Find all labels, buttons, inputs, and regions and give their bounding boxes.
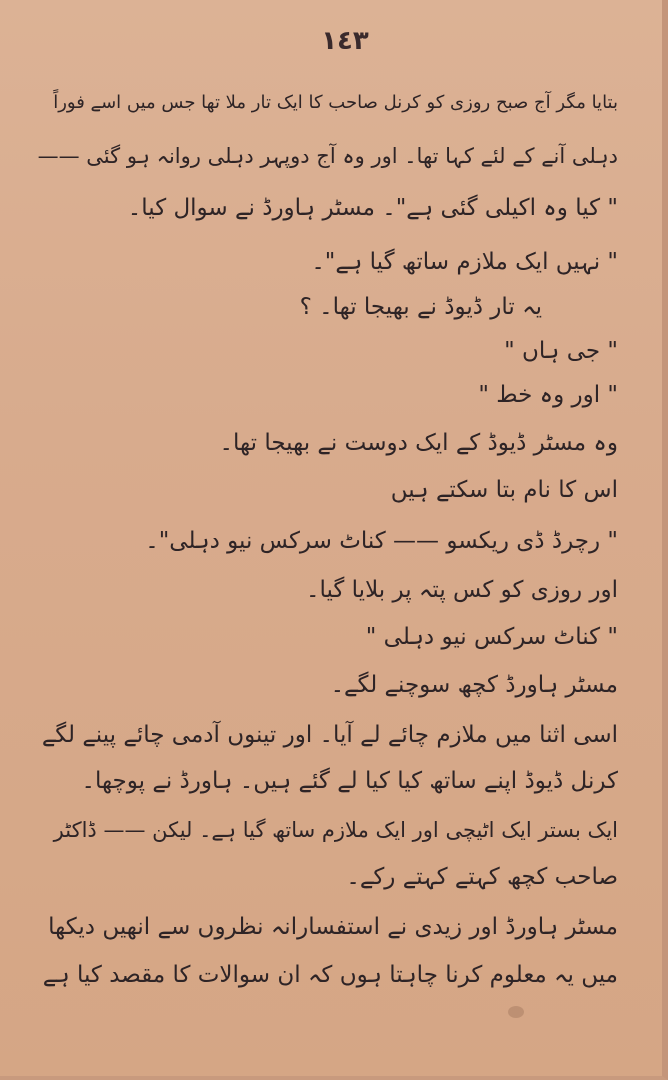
text-line-14: اسی اثنا میں ملازم چائے لے آیا۔ اور تینوں آدمی چائے پینے لگے: [41, 722, 618, 748]
text-line-1: بتایا مگر آج صبح روزی کو کرنل صاحب کا ایک تار ملا تھا جس میں اسے فوراً: [53, 92, 618, 113]
text-line-8: وہ مسٹر ڈیوڈ کے ایک دوست نے بھیجا تھا۔: [219, 430, 618, 456]
text-line-7: " اور وہ خط ": [478, 382, 618, 408]
text-line-6: " جی ہاں ": [504, 338, 618, 364]
text-line-4: " نہیں ایک ملازم ساتھ گیا ہے"۔: [311, 249, 618, 275]
paper-stain: [508, 1006, 524, 1018]
text-line-15: کرنل ڈیوڈ اپنے ساتھ کیا کیا لے گئے ہیں۔ ہاورڈ نے پوچھا۔: [81, 768, 618, 794]
text-line-2: دہلی آنے کے لئے کہا تھا۔ اور وہ آج دوپہر دہلی روانہ ہو گئی ——: [37, 144, 618, 168]
text-line-12: " کناٹ سرکس نیو دہلی ": [365, 624, 618, 650]
text-line-13: مسٹر ہاورڈ کچھ سوچنے لگے۔: [330, 672, 618, 698]
text-line-3: " کیا وہ اکیلی گئی ہے"۔ مسٹر ہاورڈ نے سوال کیا۔: [127, 195, 618, 221]
text-line-9: اس کا نام بتا سکتے ہیں: [390, 477, 618, 503]
text-line-10: " رچرڈ ڈی ریکسو —— کناٹ سرکس نیو دہلی"۔: [145, 528, 618, 554]
page-number: ١٤٣: [321, 26, 369, 56]
text-line-5: یہ تار ڈیوڈ نے بھیجا تھا۔ ؟: [299, 294, 542, 320]
text-line-17: صاحب کچھ کہتے کہتے رکے۔: [346, 864, 618, 890]
text-line-19: میں یہ معلوم کرنا چاہتا ہوں کہ ان سوالات کا مقصد کیا ہے: [42, 962, 618, 988]
text-line-11: اور روزی کو کس پتہ پر بلایا گیا۔: [305, 577, 618, 603]
text-line-16: ایک بستر ایک اٹیچی اور ایک ملازم ساتھ گیا ہے۔ لیکن —— ڈاکٹر: [53, 818, 618, 842]
text-line-18: مسٹر ہاورڈ اور زیدی نے استفسارانہ نظروں سے انھیں دیکھا: [48, 914, 618, 940]
